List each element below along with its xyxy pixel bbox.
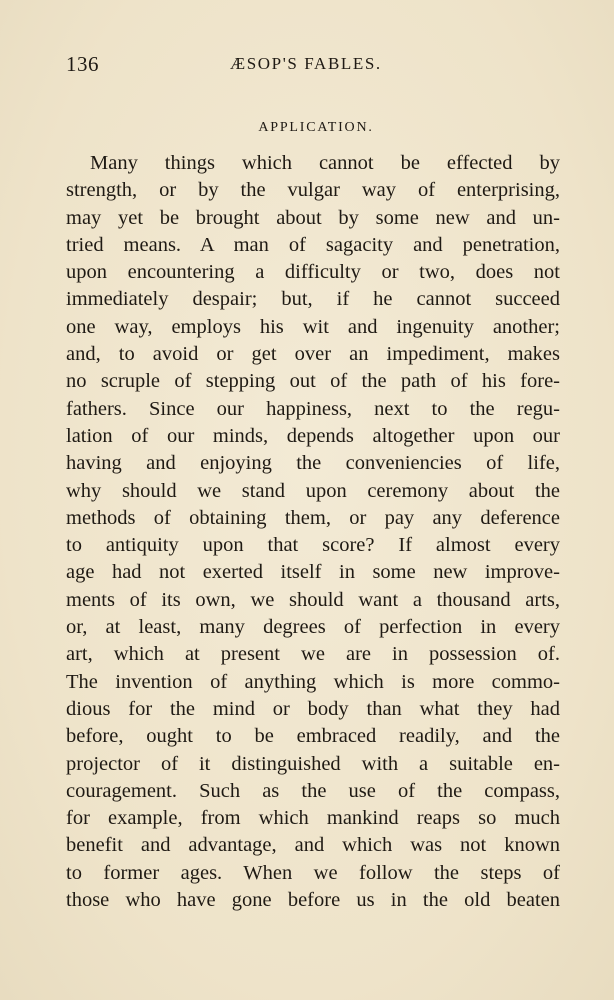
text-line: those who have gone before us in the old beaten bbox=[66, 889, 560, 912]
text-line: before, ought to be embraced readily, and the bbox=[66, 725, 560, 748]
text-line: Many things which cannot be effected by bbox=[90, 152, 560, 174]
text-line: immediately despair; but, if he cannot succeed bbox=[66, 288, 560, 311]
text-line: methods of obtaining them, or pay any deference bbox=[66, 506, 560, 529]
section-heading: APPLICATION. bbox=[258, 120, 374, 135]
text-line: why should we stand upon ceremony about the bbox=[66, 479, 560, 502]
text-line: one way, employs his wit and ingenuity another; bbox=[66, 315, 560, 338]
text-line: to antiquity upon that score? If almost every bbox=[66, 534, 560, 557]
page-header bbox=[66, 52, 560, 80]
text-line: dious for the mind or body than what they had bbox=[66, 697, 560, 720]
text-line: fathers. Since our happiness, next to the regu- bbox=[66, 397, 560, 420]
text-line: lation of our minds, depends altogether upon our bbox=[66, 424, 560, 447]
running-head: ÆSOP'S FABLES. bbox=[230, 54, 382, 73]
text-line: The invention of anything which is more commo- bbox=[66, 670, 560, 693]
text-line: projector of it distinguished with a suitable en- bbox=[66, 752, 560, 775]
text-line: art, which at present we are in possession of. bbox=[66, 643, 560, 666]
page-number: 136 bbox=[66, 52, 99, 76]
text-line: tried means. A man of sagacity and penetration, bbox=[66, 233, 560, 256]
text-line: having and enjoying the conveniencies of life, bbox=[66, 452, 560, 475]
text-line: may yet be brought about by some new and un- bbox=[66, 206, 560, 229]
text-line: no scruple of stepping out of the path of his fore- bbox=[66, 370, 560, 393]
text-line: for example, from which mankind reaps so much bbox=[66, 807, 560, 830]
text-line: ments of its own, we should want a thousand arts, bbox=[66, 588, 560, 611]
text-line: strength, or by the vulgar way of enterprising, bbox=[66, 179, 560, 202]
text-line: to former ages. When we follow the steps of bbox=[66, 861, 560, 884]
text-line: benefit and advantage, and which was not known bbox=[66, 834, 560, 857]
text-line: upon encountering a difficulty or two, does not bbox=[66, 261, 560, 284]
text-line: and, to avoid or get over an impediment, makes bbox=[66, 343, 560, 366]
text-line: age had not exerted itself in some new improve- bbox=[66, 561, 560, 584]
text-line: couragement. Such as the use of the compass, bbox=[66, 779, 560, 802]
body-paragraph bbox=[66, 150, 560, 914]
text-line: or, at least, many degrees of perfection in every bbox=[66, 616, 560, 639]
